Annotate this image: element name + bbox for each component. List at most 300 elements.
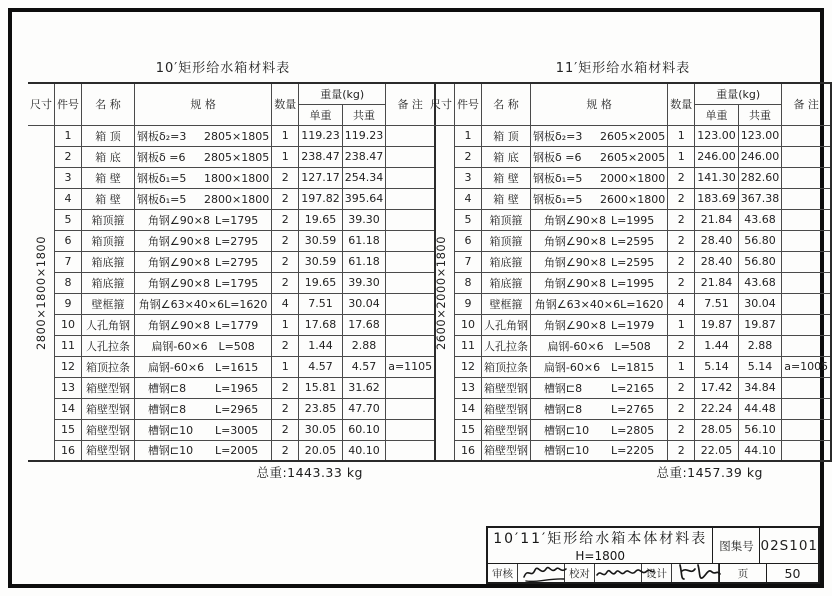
item-qty: 2 <box>272 377 299 398</box>
spec-material: 角钢∠90×8 <box>543 234 607 248</box>
spec-material: 角钢∠90×8 <box>543 276 607 290</box>
item-qty: 2 <box>668 230 695 251</box>
item-spec <box>531 188 668 209</box>
item-no: 11 <box>455 335 482 356</box>
item-no: 10 <box>455 314 482 335</box>
table-row <box>28 251 435 272</box>
unit-weight: 197.82 <box>299 188 343 209</box>
spec-material: 扁钢-60×6 <box>543 360 601 374</box>
header-item-no: 件号 <box>455 83 482 125</box>
total-weight: 39.30 <box>342 209 386 230</box>
item-qty: 2 <box>272 335 299 356</box>
drawing-title: 10′11′矩形给水箱本体材料表 <box>493 531 708 547</box>
spec-material: 角钢∠90×8 <box>147 213 211 227</box>
item-qty: 2 <box>272 251 299 272</box>
right-material-table <box>428 82 832 462</box>
item-spec <box>135 419 272 440</box>
right-table-body <box>428 125 831 461</box>
spec-size: L=2005 <box>214 444 259 458</box>
title-block-bottom <box>488 563 818 582</box>
unit-weight: 19.87 <box>695 314 739 335</box>
spec-material: 扁钢-60×6 <box>147 360 205 374</box>
unit-weight: 7.51 <box>695 293 739 314</box>
item-note <box>782 440 831 461</box>
item-qty: 1 <box>668 146 695 167</box>
spec-material: 角钢∠90×8 <box>147 318 211 332</box>
designer-signature <box>672 564 719 582</box>
item-no: 7 <box>455 251 482 272</box>
spec-material: 钢板δ₁=5 <box>533 192 583 206</box>
unit-weight: 141.30 <box>695 167 739 188</box>
spec-material: 钢板δ₁=5 <box>137 192 187 206</box>
spec-size: L=2805 <box>610 423 655 437</box>
item-note <box>782 167 831 188</box>
spec-material: 槽钢⊏10 <box>147 444 194 458</box>
table-row <box>428 230 831 251</box>
item-name: 人孔角钢 <box>82 314 135 335</box>
table-row <box>428 125 831 146</box>
item-note <box>782 209 831 230</box>
page-label: 页 <box>719 564 767 582</box>
spec-material: 扁钢-60×6 <box>547 339 604 353</box>
unit-weight: 17.68 <box>299 314 343 335</box>
item-spec <box>135 356 272 377</box>
item-name: 箱壁型钢 <box>482 377 531 398</box>
item-no: 2 <box>55 146 82 167</box>
table-row <box>428 398 831 419</box>
unit-weight: 7.51 <box>299 293 343 314</box>
spec-size: L=1779 <box>214 318 259 332</box>
unit-weight: 23.85 <box>299 398 343 419</box>
total-weight: 123.00 <box>738 125 782 146</box>
spec-size: L=508 <box>218 339 255 353</box>
table-row <box>28 209 435 230</box>
item-spec <box>135 167 272 188</box>
item-no: 13 <box>55 377 82 398</box>
unit-weight: 4.57 <box>299 356 343 377</box>
spec-size: 2600×1800 <box>600 192 666 206</box>
item-qty: 4 <box>272 293 299 314</box>
total-weight: 238.47 <box>342 146 386 167</box>
spec-size: 2605×2005 <box>600 129 666 143</box>
total-weight: 2.88 <box>342 335 386 356</box>
item-note <box>782 398 831 419</box>
table-row <box>28 398 435 419</box>
unit-weight: 28.40 <box>695 230 739 251</box>
total-weight: 61.18 <box>342 230 386 251</box>
spec-material: 钢板δ₂=3 <box>533 129 583 143</box>
unit-weight: 19.65 <box>299 272 343 293</box>
item-qty: 2 <box>272 419 299 440</box>
item-no: 14 <box>455 398 482 419</box>
spec-size: 2805×1805 <box>204 129 270 143</box>
table-row <box>428 188 831 209</box>
item-qty: 2 <box>668 209 695 230</box>
spec-material: 槽钢⊏8 <box>147 402 187 416</box>
spec-material: 角钢∠90×8 <box>543 213 607 227</box>
item-spec <box>531 377 668 398</box>
header-note: 备 注 <box>782 83 831 125</box>
item-spec <box>135 314 272 335</box>
item-qty: 2 <box>668 335 695 356</box>
reviewer-label: 审核 <box>488 564 518 582</box>
unit-weight: 15.81 <box>299 377 343 398</box>
right-table-title: 11′矩形给水箱材料表 <box>555 61 691 76</box>
total-weight: 17.68 <box>342 314 386 335</box>
unit-weight: 183.69 <box>695 188 739 209</box>
item-qty: 2 <box>668 167 695 188</box>
left-table-title: 10′矩形给水箱材料表 <box>155 61 291 76</box>
header-size: 尺寸 <box>428 83 455 125</box>
unit-weight: 127.17 <box>299 167 343 188</box>
item-no: 12 <box>455 356 482 377</box>
spec-material: 角钢∠63×40×6 <box>138 297 225 311</box>
header-unit-weight: 单重 <box>299 104 343 125</box>
item-spec <box>531 167 668 188</box>
item-spec <box>135 251 272 272</box>
table-row <box>428 440 831 461</box>
spec-size: L=2595 <box>610 255 655 269</box>
spec-size: L=2165 <box>610 381 655 395</box>
item-no: 8 <box>455 272 482 293</box>
item-qty: 1 <box>272 314 299 335</box>
item-name: 箱 壁 <box>82 167 135 188</box>
item-qty: 2 <box>272 209 299 230</box>
item-name: 箱壁型钢 <box>82 440 135 461</box>
item-name: 箱 底 <box>482 146 531 167</box>
total-weight: 34.84 <box>738 377 782 398</box>
spec-material: 角钢∠90×8 <box>147 255 211 269</box>
item-name: 箱 顶 <box>82 125 135 146</box>
item-no: 3 <box>455 167 482 188</box>
spec-size: L=2965 <box>214 402 259 416</box>
total-weight: 47.70 <box>342 398 386 419</box>
item-name: 箱底箍 <box>82 272 135 293</box>
item-qty: 2 <box>272 272 299 293</box>
item-qty: 2 <box>668 377 695 398</box>
unit-weight: 5.14 <box>695 356 739 377</box>
atlas-number-value: 02S101 <box>760 537 818 554</box>
item-no: 4 <box>455 188 482 209</box>
item-no: 14 <box>55 398 82 419</box>
spec-size: 2805×1805 <box>204 150 270 164</box>
item-name: 箱 顶 <box>482 125 531 146</box>
item-name: 箱壁型钢 <box>82 377 135 398</box>
spec-material: 角钢∠90×8 <box>543 318 607 332</box>
item-note <box>782 335 831 356</box>
spec-size: L=1620 <box>620 297 664 311</box>
table-row <box>28 167 435 188</box>
total-weight: 44.10 <box>738 440 782 461</box>
spec-size: L=2765 <box>610 402 655 416</box>
right-total-weight: 总重:1457.39 kg <box>656 465 763 480</box>
item-no: 15 <box>455 419 482 440</box>
item-spec <box>531 356 668 377</box>
table-row <box>28 356 435 377</box>
total-weight: 56.80 <box>738 230 782 251</box>
item-spec <box>531 230 668 251</box>
unit-weight: 21.84 <box>695 272 739 293</box>
item-note: a=1005 <box>782 356 831 377</box>
header-name: 名 称 <box>482 83 531 125</box>
item-note <box>782 125 831 146</box>
left-table-header <box>28 83 435 125</box>
item-qty: 2 <box>272 167 299 188</box>
header-spec: 规 格 <box>531 83 668 125</box>
item-name: 箱壁型钢 <box>82 398 135 419</box>
item-note <box>782 314 831 335</box>
spec-size: L=2205 <box>610 444 655 458</box>
item-spec <box>135 377 272 398</box>
item-name: 箱壁型钢 <box>482 398 531 419</box>
header-weight: 重量(kg) <box>695 83 782 104</box>
spec-size: L=1979 <box>610 318 655 332</box>
table-row <box>428 377 831 398</box>
spec-material: 角钢∠90×8 <box>543 255 607 269</box>
item-note <box>782 146 831 167</box>
item-no: 16 <box>55 440 82 461</box>
spec-material: 钢板δ₁=5 <box>533 171 583 185</box>
header-qty: 数量 <box>668 83 695 125</box>
unit-weight: 1.44 <box>299 335 343 356</box>
item-name: 人孔角钢 <box>482 314 531 335</box>
unit-weight: 28.05 <box>695 419 739 440</box>
item-no: 5 <box>55 209 82 230</box>
total-weight: 61.18 <box>342 251 386 272</box>
table-row <box>428 251 831 272</box>
item-qty: 2 <box>668 440 695 461</box>
spec-material: 槽钢⊏8 <box>147 381 187 395</box>
table-row <box>28 419 435 440</box>
spec-size: L=2795 <box>214 255 259 269</box>
header-item-no: 件号 <box>55 83 82 125</box>
table-row <box>28 125 435 146</box>
item-name: 箱壁型钢 <box>482 440 531 461</box>
table-row <box>428 209 831 230</box>
unit-weight: 30.59 <box>299 251 343 272</box>
item-no: 9 <box>55 293 82 314</box>
item-name: 箱底箍 <box>482 272 531 293</box>
checker-label: 校对 <box>565 564 595 582</box>
spec-size: L=1620 <box>224 297 268 311</box>
table-row <box>28 293 435 314</box>
unit-weight: 123.00 <box>695 125 739 146</box>
spec-material: 钢板δ =6 <box>137 150 186 164</box>
item-no: 6 <box>55 230 82 251</box>
item-qty: 2 <box>668 272 695 293</box>
total-weight: 39.30 <box>342 272 386 293</box>
spec-material: 角钢∠90×8 <box>147 276 211 290</box>
spec-size: L=1795 <box>214 213 259 227</box>
item-name: 箱 壁 <box>482 167 531 188</box>
table-row <box>28 272 435 293</box>
item-name: 箱底箍 <box>82 251 135 272</box>
item-spec <box>531 272 668 293</box>
right-table-header <box>428 83 831 125</box>
header-total-weight: 共重 <box>342 104 386 125</box>
total-weight: 254.34 <box>342 167 386 188</box>
item-name: 箱顶箍 <box>482 230 531 251</box>
unit-weight: 30.05 <box>299 419 343 440</box>
spec-material: 钢板δ =6 <box>533 150 582 164</box>
total-weight: 44.48 <box>738 398 782 419</box>
unit-weight: 28.40 <box>695 251 739 272</box>
signature-scribble-icon <box>595 559 655 585</box>
item-note: a=1105 <box>386 356 435 377</box>
item-name: 箱壁型钢 <box>82 419 135 440</box>
item-name: 壁框箍 <box>82 293 135 314</box>
total-weight: 30.04 <box>738 293 782 314</box>
spec-material: 钢板δ₂=3 <box>137 129 187 143</box>
item-no: 2 <box>455 146 482 167</box>
item-no: 12 <box>55 356 82 377</box>
item-qty: 1 <box>668 314 695 335</box>
item-no: 4 <box>55 188 82 209</box>
spec-size: L=1995 <box>610 276 655 290</box>
spec-material: 槽钢⊏8 <box>543 381 583 395</box>
drawing-title-cell <box>488 528 713 563</box>
unit-weight: 20.05 <box>299 440 343 461</box>
drawing-subtitle: H=1800 <box>575 549 626 563</box>
item-name: 箱底箍 <box>482 251 531 272</box>
item-spec <box>531 314 668 335</box>
left-total-weight: 总重:1443.33 kg <box>256 465 363 480</box>
item-name: 人孔拉条 <box>482 335 531 356</box>
spec-material: 角钢∠90×8 <box>147 234 211 248</box>
item-spec <box>135 272 272 293</box>
item-name: 箱壁型钢 <box>482 419 531 440</box>
total-weight: 395.64 <box>342 188 386 209</box>
table-row <box>428 146 831 167</box>
item-no: 11 <box>55 335 82 356</box>
item-no: 7 <box>55 251 82 272</box>
unit-weight: 17.42 <box>695 377 739 398</box>
dimension-cell <box>28 125 55 461</box>
item-qty: 1 <box>668 125 695 146</box>
spec-size: 2000×1800 <box>600 171 666 185</box>
item-spec <box>531 251 668 272</box>
unit-weight: 238.47 <box>299 146 343 167</box>
item-spec <box>531 440 668 461</box>
total-weight: 19.87 <box>738 314 782 335</box>
spec-size: L=508 <box>614 339 651 353</box>
spec-material: 槽钢⊏10 <box>543 444 590 458</box>
item-no: 8 <box>55 272 82 293</box>
unit-weight: 1.44 <box>695 335 739 356</box>
spec-material: 扁钢-60×6 <box>151 339 208 353</box>
table-row <box>428 314 831 335</box>
item-name: 箱顶拉条 <box>482 356 531 377</box>
item-spec <box>135 335 272 356</box>
table-row <box>428 356 831 377</box>
table-row <box>428 335 831 356</box>
spec-size: L=2795 <box>214 234 259 248</box>
dimension-cell <box>428 125 455 461</box>
item-spec <box>531 335 668 356</box>
item-name: 箱 壁 <box>82 188 135 209</box>
unit-weight: 30.59 <box>299 230 343 251</box>
header-spec: 规 格 <box>135 83 272 125</box>
header-weight: 重量(kg) <box>299 83 386 104</box>
spec-size: 1800×1800 <box>204 171 270 185</box>
spec-size: L=2595 <box>610 234 655 248</box>
item-spec <box>135 440 272 461</box>
item-spec <box>135 398 272 419</box>
item-qty: 2 <box>668 419 695 440</box>
item-qty: 1 <box>272 146 299 167</box>
page-number: 50 <box>784 565 801 581</box>
item-spec <box>531 398 668 419</box>
tank-dimensions: 2600×2000×1800 <box>434 235 448 350</box>
unit-weight: 21.84 <box>695 209 739 230</box>
unit-weight: 22.05 <box>695 440 739 461</box>
item-no: 3 <box>55 167 82 188</box>
total-weight: 43.68 <box>738 272 782 293</box>
unit-weight: 22.24 <box>695 398 739 419</box>
item-spec <box>531 419 668 440</box>
item-no: 6 <box>455 230 482 251</box>
item-no: 16 <box>455 440 482 461</box>
item-name: 箱 底 <box>82 146 135 167</box>
total-weight: 56.80 <box>738 251 782 272</box>
header-unit-weight: 单重 <box>695 104 739 125</box>
table-row <box>28 230 435 251</box>
total-weight: 2.88 <box>738 335 782 356</box>
table-row <box>428 167 831 188</box>
spec-material: 角钢∠63×40×6 <box>534 297 621 311</box>
item-name: 箱顶箍 <box>82 230 135 251</box>
item-no: 1 <box>455 125 482 146</box>
total-weight: 43.68 <box>738 209 782 230</box>
item-spec <box>531 146 668 167</box>
item-name: 箱顶箍 <box>482 209 531 230</box>
spec-size: L=1815 <box>610 360 655 374</box>
item-no: 15 <box>55 419 82 440</box>
total-weight: 246.00 <box>738 146 782 167</box>
reviewer-signature <box>518 564 565 582</box>
item-spec <box>135 293 272 314</box>
item-no: 1 <box>55 125 82 146</box>
item-spec <box>135 125 272 146</box>
spec-material: 槽钢⊏10 <box>147 423 194 437</box>
item-note <box>782 377 831 398</box>
item-name: 箱顶拉条 <box>82 356 135 377</box>
table-row <box>428 272 831 293</box>
item-spec <box>135 146 272 167</box>
table-row <box>28 440 435 461</box>
header-total-weight: 共重 <box>738 104 782 125</box>
item-name: 箱 壁 <box>482 188 531 209</box>
item-name: 箱顶箍 <box>82 209 135 230</box>
title-block-top <box>488 528 818 563</box>
item-qty: 2 <box>272 440 299 461</box>
total-weight: 282.60 <box>738 167 782 188</box>
item-qty: 2 <box>668 251 695 272</box>
tank-dimensions: 2800×1800×1800 <box>34 235 48 350</box>
total-weight: 5.14 <box>738 356 782 377</box>
table-row <box>28 146 435 167</box>
item-note <box>782 293 831 314</box>
table-row <box>428 293 831 314</box>
spec-size: 2800×1800 <box>204 192 270 206</box>
designer-label: 设计 <box>642 564 672 582</box>
spec-material: 钢板δ₁=5 <box>137 171 187 185</box>
unit-weight: 246.00 <box>695 146 739 167</box>
item-no: 10 <box>55 314 82 335</box>
table-row <box>28 188 435 209</box>
total-weight: 60.10 <box>342 419 386 440</box>
total-weight: 30.04 <box>342 293 386 314</box>
